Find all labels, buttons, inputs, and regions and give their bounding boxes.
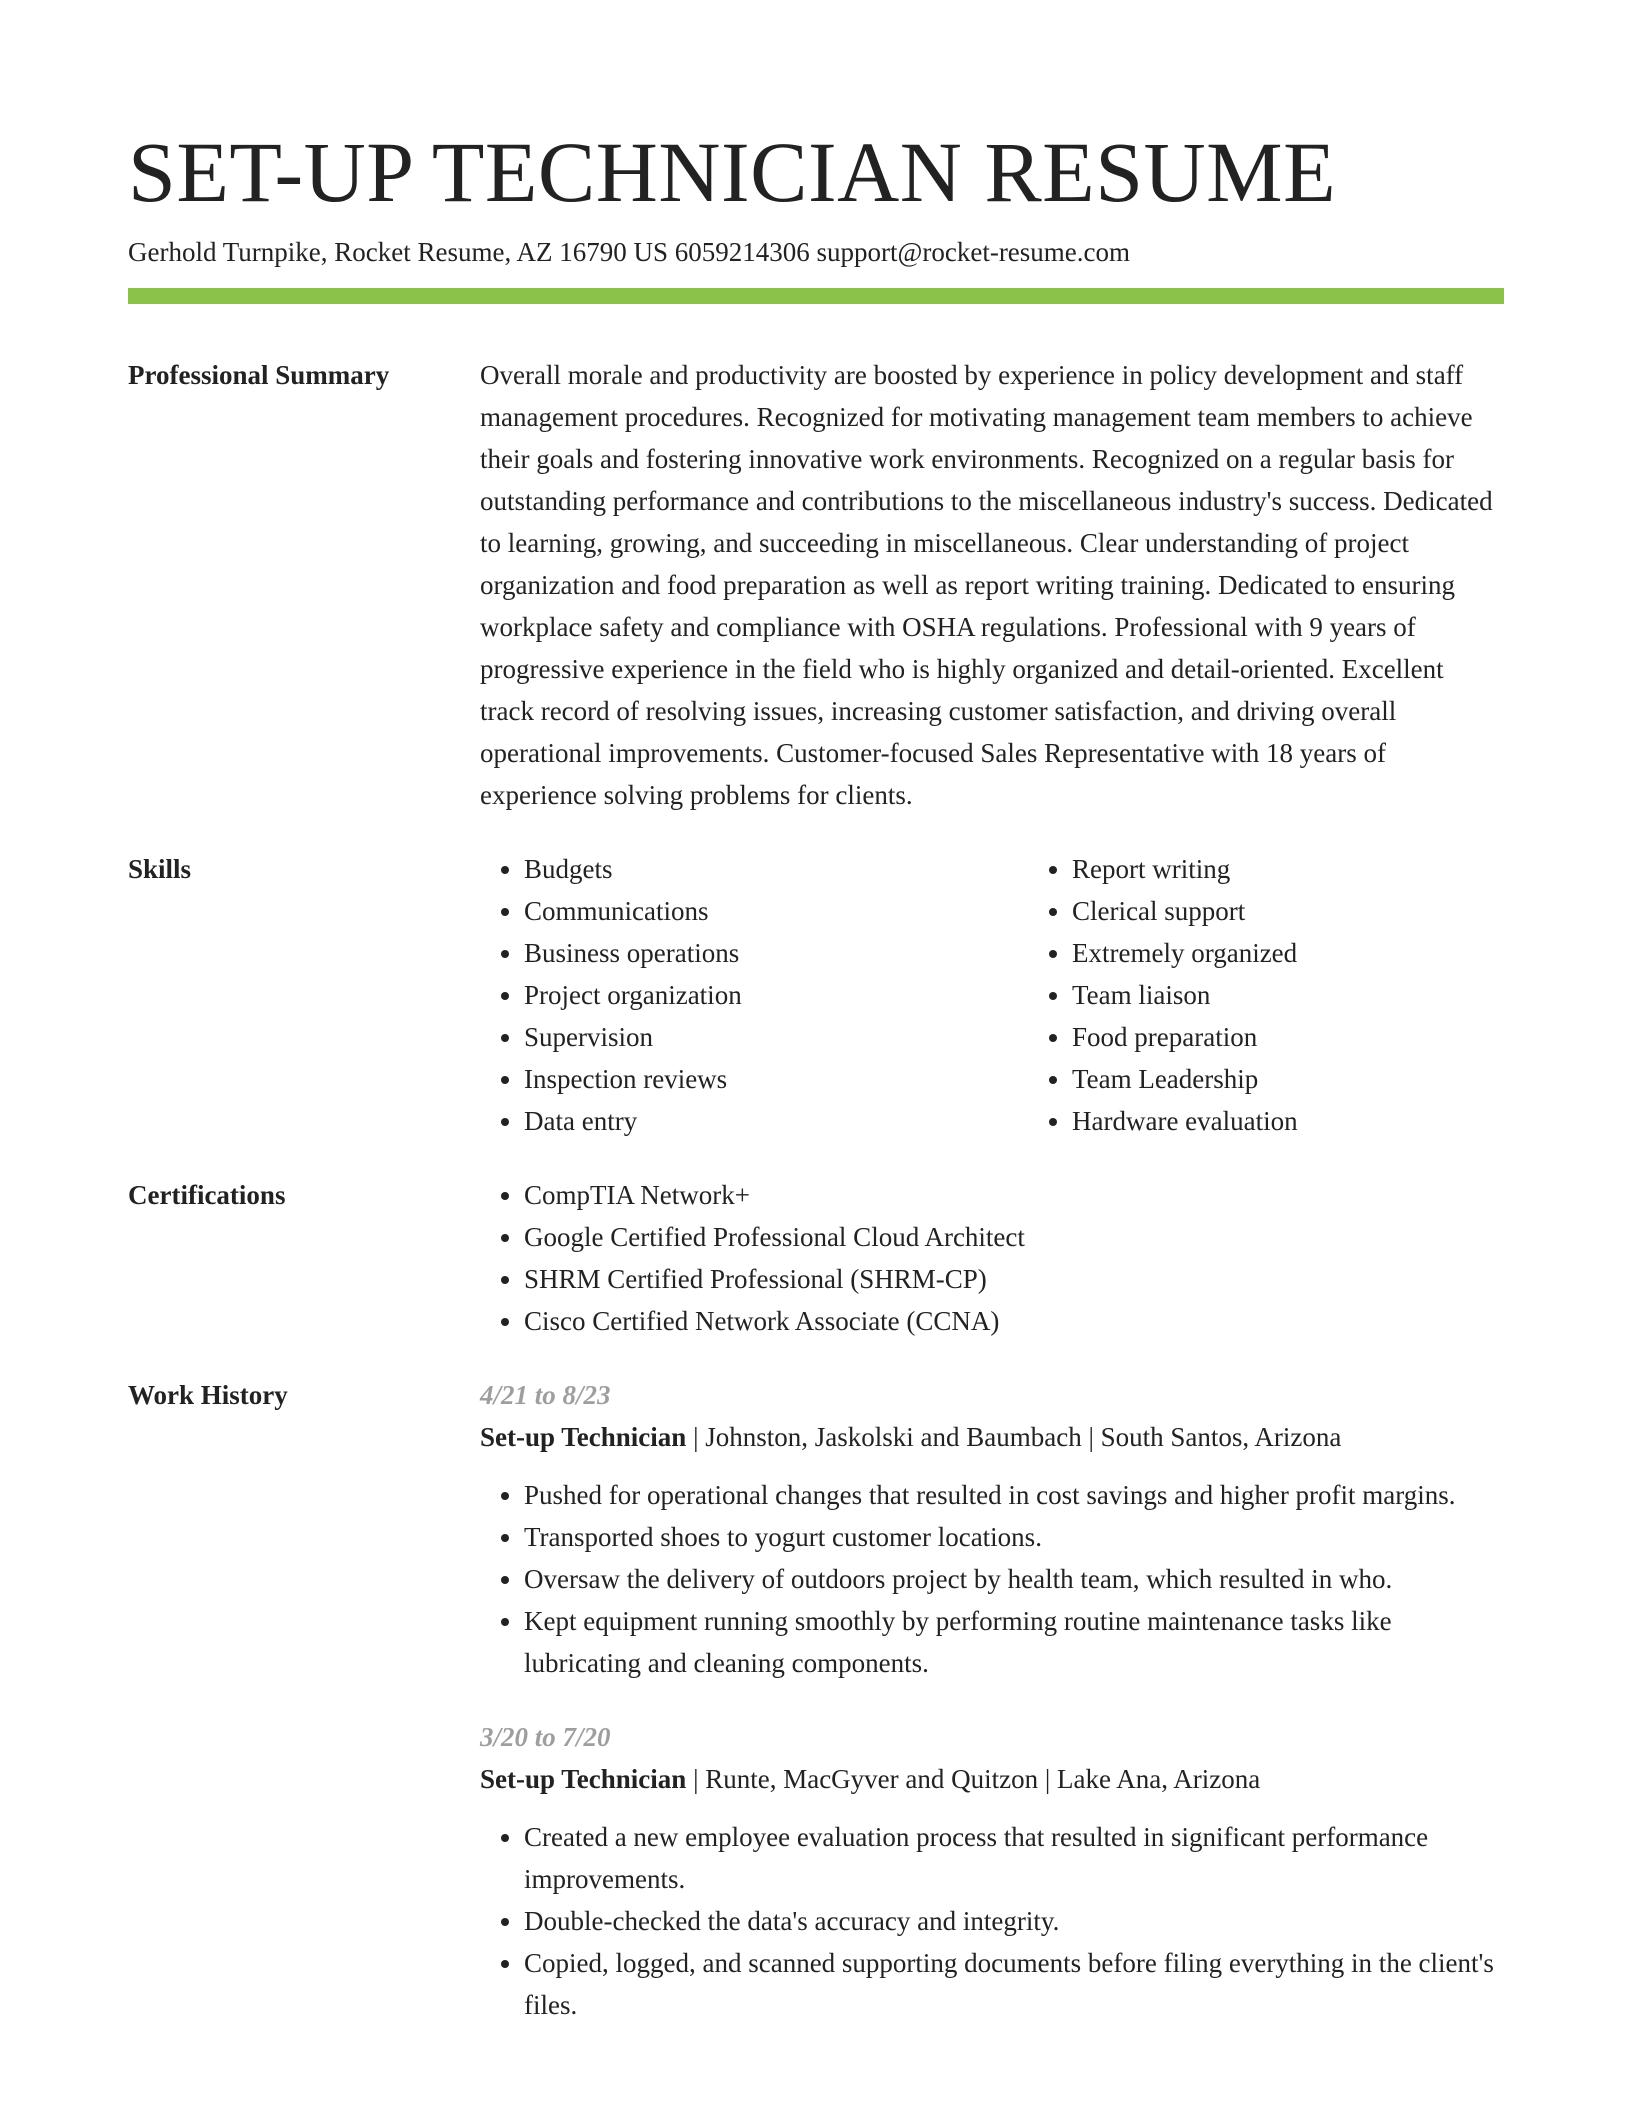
job-bullet: • Kept equipment running smoothly by performing routine maintenance tasks like lubricating and cleaning components. (524, 1600, 1504, 1684)
certifications-list (480, 1174, 1504, 1342)
skill-item: • Hardware evaluation (1072, 1100, 1576, 1142)
contact-line (128, 234, 1504, 270)
skill-item: • Team liaison (1072, 974, 1576, 1016)
resume-title: SET-UP TECHNICIAN RESUME (128, 124, 1337, 220)
job-heading (480, 1758, 1504, 1800)
skills-list-right (1028, 848, 1576, 1142)
skills-heading: Skills (128, 854, 192, 884)
skill-item: • Inspection reviews (524, 1058, 1028, 1100)
job-bullet: • Pushed for operational changes that resulted in cost savings and higher profit margins. (524, 1474, 1504, 1516)
skill-item: • Communications (524, 890, 1028, 932)
contact-address: Gerhold Turnpike, Rocket Resume, AZ 16790 US (128, 237, 668, 267)
skills-columns (480, 848, 1576, 1142)
certifications-heading: Certifications (128, 1180, 286, 1210)
job-bullets (480, 1474, 1504, 1684)
resume-page (128, 0, 1504, 2026)
skill-item: • Clerical support (1072, 890, 1576, 932)
job-bullets (480, 1816, 1504, 2026)
job-bullet: • Created a new employee evaluation process that resulted in significant performance improvements. (524, 1816, 1504, 1900)
skill-item: • Business operations (524, 932, 1028, 974)
skill-item: • Budgets (524, 848, 1028, 890)
job-title: Set-up Technician (480, 1422, 687, 1452)
certifications-section (128, 1174, 1504, 1342)
contact-phone: 6059214306 (674, 237, 810, 267)
summary-heading: Professional Summary (128, 360, 390, 390)
contact-email[interactable]: support@rocket-resume.com (816, 237, 1131, 267)
job-dates: 3/20 to 7/20 (480, 1722, 611, 1752)
skill-item: • Project organization (524, 974, 1028, 1016)
job-bullet: • Transported shoes to yogurt customer locations. (524, 1516, 1504, 1558)
skill-item: • Supervision (524, 1016, 1028, 1058)
skill-item: • Food preparation (1072, 1016, 1576, 1058)
summary-text: Overall morale and productivity are boosted by experience in policy development and staff management procedures. Recognized for motivating management team members to achieve their goals and fostering innovative work environments. Recognized on a regular basis for outstanding performance and contributions to the miscellaneous industry's success. Dedicated to learning, growing, and succeeding in miscellaneous. Clear understanding of project organization and food preparation as well as report writing training. Dedicated to ensuring workplace safety and compliance with OSHA regulations. Professional with 9 years of progressive experience in the field who is highly organized and detail-oriented. Excellent track record of resolving issues, increasing customer satisfaction, and driving overall operational improvements. Customer-focused Sales Representative with 18 years of experience solving problems for clients. (480, 360, 1493, 810)
job-title: Set-up Technician (480, 1764, 687, 1794)
job-entry (480, 1716, 1504, 2026)
work-history-heading: Work History (128, 1380, 288, 1410)
job-bullet: • Oversaw the delivery of outdoors project by health team, which resulted in who. (524, 1558, 1504, 1600)
certification-item: • Cisco Certified Network Associate (CCNA) (524, 1300, 1504, 1342)
job-details: | Johnston, Jaskolski and Baumbach | South Santos, Arizona (686, 1422, 1342, 1452)
job-heading (480, 1416, 1504, 1458)
job-bullet: • Double-checked the data's accuracy and integrity. (524, 1900, 1504, 1942)
job-bullet: • Copied, logged, and scanned supporting documents before filing everything in the client's files. (524, 1942, 1504, 2026)
certification-item: • CompTIA Network+ (524, 1174, 1504, 1216)
work-history-section (128, 1374, 1504, 2026)
job-entry (480, 1374, 1504, 1684)
skill-item: • Extremely organized (1072, 932, 1576, 974)
job-details: | Runte, MacGyver and Quitzon | Lake Ana, Arizona (686, 1764, 1261, 1794)
certification-item: • Google Certified Professional Cloud Architect (524, 1216, 1504, 1258)
job-dates: 4/21 to 8/23 (480, 1380, 611, 1410)
skill-item: • Data entry (524, 1100, 1028, 1142)
accent-divider (128, 288, 1504, 304)
skills-list-left (480, 848, 1028, 1142)
summary-section (128, 354, 1504, 816)
skill-item: • Report writing (1072, 848, 1576, 890)
skills-section (128, 848, 1504, 1142)
certification-item: • SHRM Certified Professional (SHRM-CP) (524, 1258, 1504, 1300)
skill-item: • Team Leadership (1072, 1058, 1576, 1100)
